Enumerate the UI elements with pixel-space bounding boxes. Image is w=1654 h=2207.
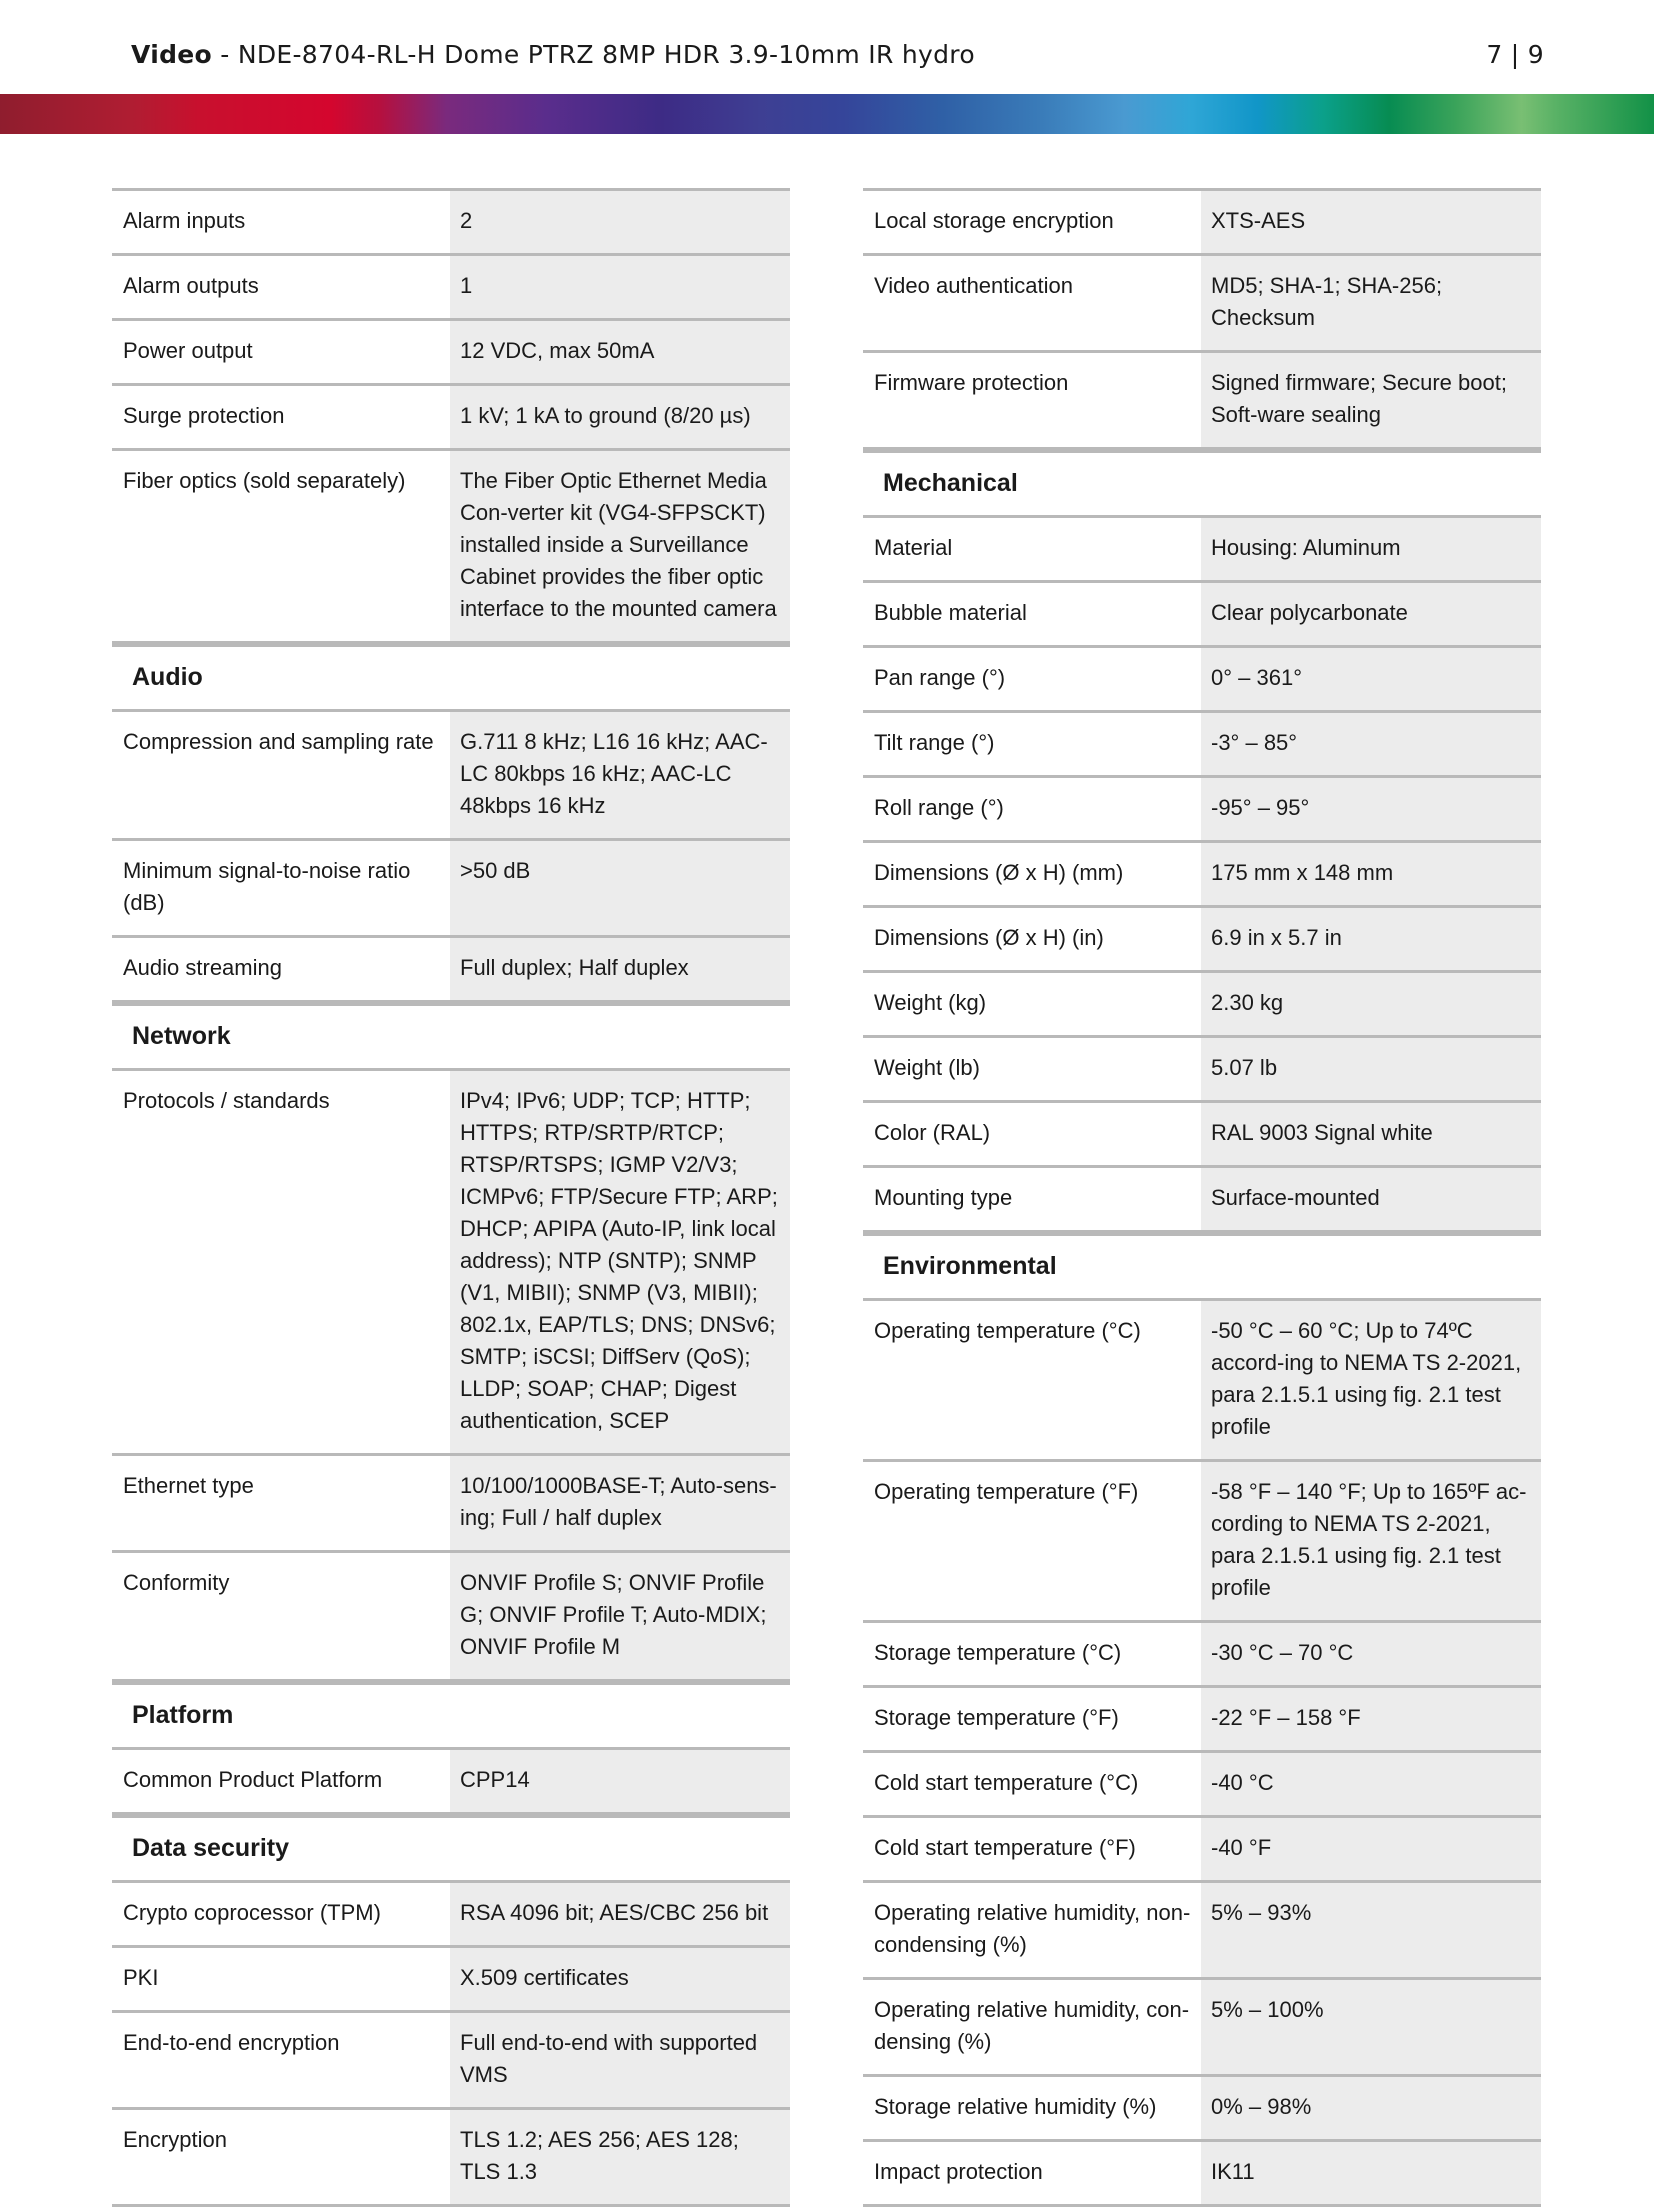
- spec-label: Video authentication: [874, 273, 1073, 298]
- spec-label: Operating temperature (°F): [874, 1479, 1139, 1504]
- section-heading-audio: Audio: [112, 644, 790, 709]
- spec-label: Common Product Platform: [123, 1767, 383, 1792]
- spec-value: IPv4; IPv6; UDP; TCP; HTTP; HTTPS; RTP/SRTP/RTCP; RTSP/RTSPS; IGMP V2/V3; ICMPv6; FTP/Secure FTP; ARP; DHCP; APIPA (Auto-IP, link local address); NTP (SNTP); SNMP (V1, MIBII); SNMP (V3, MIBII); 802.1x, EAP/TLS; DNS; DNSv6; SMTP; iSCSI; DiffServ (QoS); LLDP; SOAP; CHAP; Digest authentication, SCEP: [450, 1071, 790, 1453]
- spec-row: [863, 188, 1541, 253]
- spec-row: [112, 188, 790, 253]
- spec-column-left: [112, 188, 790, 2207]
- section-heading-platform: Platform: [112, 1682, 790, 1747]
- spec-value: CPP14: [450, 1750, 790, 1812]
- spec-label: Operating relative humidity, con-densing (%): [874, 1997, 1190, 2054]
- spec-row: [112, 1747, 790, 1815]
- spec-label: Operating temperature (°C): [874, 1318, 1141, 1343]
- spec-row: [863, 1035, 1541, 1100]
- spec-label: Encryption: [123, 2127, 227, 2152]
- spec-label: Storage relative humidity (%): [874, 2094, 1157, 2119]
- spec-group-platform: [112, 1747, 790, 1815]
- document-title-category: Video: [131, 39, 213, 69]
- spec-value: ONVIF Profile S; ONVIF Profile G; ONVIF Profile T; Auto-MDIX; ONVIF Profile M: [450, 1553, 790, 1679]
- spec-value: 1 kV; 1 kA to ground (8/20 µs): [450, 386, 790, 448]
- spec-label: Minimum signal-to-noise ratio (dB): [123, 858, 411, 915]
- spec-value: 2.30 kg: [1201, 973, 1541, 1035]
- spec-label: Operating relative humidity, non-condensing (%): [874, 1900, 1191, 1957]
- spec-row: [112, 1453, 790, 1550]
- spec-value: 2: [450, 191, 790, 253]
- spec-group-security-continued: [863, 188, 1541, 450]
- spec-label: Color (RAL): [874, 1120, 991, 1145]
- spec-value: X.509 certificates: [450, 1948, 790, 2010]
- spec-row: [863, 1685, 1541, 1750]
- spec-label: Roll range (°): [874, 795, 1004, 820]
- section-heading-mechanical: Mechanical: [863, 450, 1541, 515]
- document-title: [131, 40, 975, 69]
- spec-value: Housing: Aluminum: [1201, 518, 1541, 580]
- spec-value: -40 °F: [1201, 1818, 1541, 1880]
- spec-group-general: [112, 188, 790, 644]
- spec-row: [863, 1165, 1541, 1233]
- spec-row: [863, 1100, 1541, 1165]
- spec-label: Ethernet type: [123, 1473, 254, 1498]
- spec-row: [863, 580, 1541, 645]
- spec-row: [112, 318, 790, 383]
- spec-group-environmental: [863, 1298, 1541, 2207]
- spec-label: Compression and sampling rate: [123, 729, 434, 754]
- spec-label: Crypto coprocessor (TPM): [123, 1900, 381, 1925]
- spec-value: 1: [450, 256, 790, 318]
- spec-label: PKI: [123, 1965, 159, 1990]
- spec-row: [112, 838, 790, 935]
- spec-row: [112, 253, 790, 318]
- spec-value: -40 °C: [1201, 1753, 1541, 1815]
- spec-value: 12 VDC, max 50mA: [450, 321, 790, 383]
- spec-row: [863, 350, 1541, 450]
- spec-column-right: [863, 188, 1541, 2207]
- spec-value: 0% – 98%: [1201, 2077, 1541, 2139]
- spec-value: 5.07 lb: [1201, 1038, 1541, 1100]
- section-heading-environmental: Environmental: [863, 1233, 1541, 1298]
- spec-row: [112, 935, 790, 1003]
- spec-row: [863, 1298, 1541, 1459]
- page-number: 7 | 9: [1486, 39, 1544, 69]
- spec-row: [863, 905, 1541, 970]
- spec-value: -50 °C – 60 °C; Up to 74ºC accord-ing to NEMA TS 2-2021, para 2.1.5.1 using fig. 2.1 test profile: [1201, 1301, 1541, 1459]
- spec-value: -3° – 85°: [1201, 713, 1541, 775]
- spec-group-audio: [112, 709, 790, 1003]
- spec-value: >50 dB: [450, 841, 790, 935]
- spec-value: XTS-AES: [1201, 191, 1541, 253]
- spec-group-network: [112, 1068, 790, 1682]
- spec-row: [863, 1815, 1541, 1880]
- spec-label: Cold start temperature (°C): [874, 1770, 1139, 1795]
- spec-row: [863, 1750, 1541, 1815]
- spec-value: MD5; SHA-1; SHA-256; Checksum: [1201, 256, 1541, 350]
- spec-row: [863, 710, 1541, 775]
- spec-value: Clear polycarbonate: [1201, 583, 1541, 645]
- spec-label: Material: [874, 535, 953, 560]
- spec-label: Fiber optics (sold separately): [123, 468, 406, 493]
- spec-label: Weight (lb): [874, 1055, 980, 1080]
- spec-value: Full end-to-end with supported VMS: [450, 2013, 790, 2107]
- spec-label: Cold start temperature (°F): [874, 1835, 1136, 1860]
- spec-label: Alarm inputs: [123, 208, 246, 233]
- spec-value: 6.9 in x 5.7 in: [1201, 908, 1541, 970]
- spec-label: Storage temperature (°C): [874, 1640, 1122, 1665]
- spec-label: Local storage encryption: [874, 208, 1114, 233]
- section-heading-network: Network: [112, 1003, 790, 1068]
- spec-value: RAL 9003 Signal white: [1201, 1103, 1541, 1165]
- spec-row: [112, 1880, 790, 1945]
- spec-row: [863, 1620, 1541, 1685]
- spec-row: [112, 2107, 790, 2207]
- spec-label: Dimensions (Ø x H) (in): [874, 925, 1104, 950]
- spec-label: Impact protection: [874, 2159, 1043, 2184]
- spec-label: Weight (kg): [874, 990, 987, 1015]
- spec-row: [112, 383, 790, 448]
- spec-label: Alarm outputs: [123, 273, 259, 298]
- spec-value: Full duplex; Half duplex: [450, 938, 790, 1000]
- spec-value: 5% – 93%: [1201, 1883, 1541, 1977]
- spec-row: [112, 2010, 790, 2107]
- spec-row: [863, 970, 1541, 1035]
- spec-row: [112, 1945, 790, 2010]
- spec-label: Tilt range (°): [874, 730, 995, 755]
- spec-value: IK11: [1201, 2142, 1541, 2204]
- brand-color-bar: [0, 94, 1654, 134]
- spec-row: [863, 515, 1541, 580]
- spec-row: [863, 2074, 1541, 2139]
- spec-label: Firmware protection: [874, 370, 1069, 395]
- spec-label: Storage temperature (°F): [874, 1705, 1119, 1730]
- spec-value: 175 mm x 148 mm: [1201, 843, 1541, 905]
- spec-group-data-security: [112, 1880, 790, 2207]
- spec-row: [112, 709, 790, 838]
- document-title-product: - NDE-8704-RL-H Dome PTRZ 8MP HDR 3.9-10mm IR hydro: [212, 39, 975, 69]
- spec-value: Surface-mounted: [1201, 1168, 1541, 1230]
- spec-row: [863, 645, 1541, 710]
- spec-row: [863, 775, 1541, 840]
- page-header: [131, 34, 1544, 74]
- spec-label: Power output: [123, 338, 253, 363]
- spec-value: -95° – 95°: [1201, 778, 1541, 840]
- spec-row: [863, 1880, 1541, 1977]
- spec-value: Signed firmware; Secure boot; Soft-ware sealing: [1201, 353, 1541, 447]
- spec-label: Conformity: [123, 1570, 230, 1595]
- spec-row: [112, 448, 790, 644]
- spec-row: [112, 1550, 790, 1682]
- spec-value: -30 °C – 70 °C: [1201, 1623, 1541, 1685]
- spec-value: 0° – 361°: [1201, 648, 1541, 710]
- spec-value: TLS 1.2; AES 256; AES 128; TLS 1.3: [450, 2110, 790, 2204]
- spec-group-mechanical: [863, 515, 1541, 1233]
- spec-row: [863, 1459, 1541, 1620]
- spec-row: [112, 1068, 790, 1453]
- spec-value: -22 °F – 158 °F: [1201, 1688, 1541, 1750]
- spec-label: Protocols / standards: [123, 1088, 330, 1113]
- spec-value: 5% – 100%: [1201, 1980, 1541, 2074]
- spec-value: The Fiber Optic Ethernet Media Con-verter kit (VG4-SFPSCKT) installed inside a Surveillance Cabinet provides the fiber optic interface to the mounted camera: [450, 451, 790, 641]
- spec-label: End-to-end encryption: [123, 2030, 340, 2055]
- spec-label: Pan range (°): [874, 665, 1006, 690]
- section-heading-data-security: Data security: [112, 1815, 790, 1880]
- spec-label: Mounting type: [874, 1185, 1013, 1210]
- spec-label: Audio streaming: [123, 955, 282, 980]
- spec-row: [863, 840, 1541, 905]
- spec-row: [863, 253, 1541, 350]
- spec-value: RSA 4096 bit; AES/CBC 256 bit: [450, 1883, 790, 1945]
- spec-value: 10/100/1000BASE-T; Auto-sens-ing; Full / half duplex: [450, 1456, 790, 1550]
- spec-label: Dimensions (Ø x H) (mm): [874, 860, 1124, 885]
- spec-value: -58 °F – 140 °F; Up to 165ºF ac-cording to NEMA TS 2-2021, para 2.1.5.1 using fig. 2.1 test profile: [1201, 1462, 1541, 1620]
- spec-row: [863, 1977, 1541, 2074]
- spec-value: G.711 8 kHz; L16 16 kHz; AAC-LC 80kbps 16 kHz; AAC-LC 48kbps 16 kHz: [450, 712, 790, 838]
- spec-label: Surge protection: [123, 403, 285, 428]
- spec-row: [863, 2139, 1541, 2207]
- spec-label: Bubble material: [874, 600, 1027, 625]
